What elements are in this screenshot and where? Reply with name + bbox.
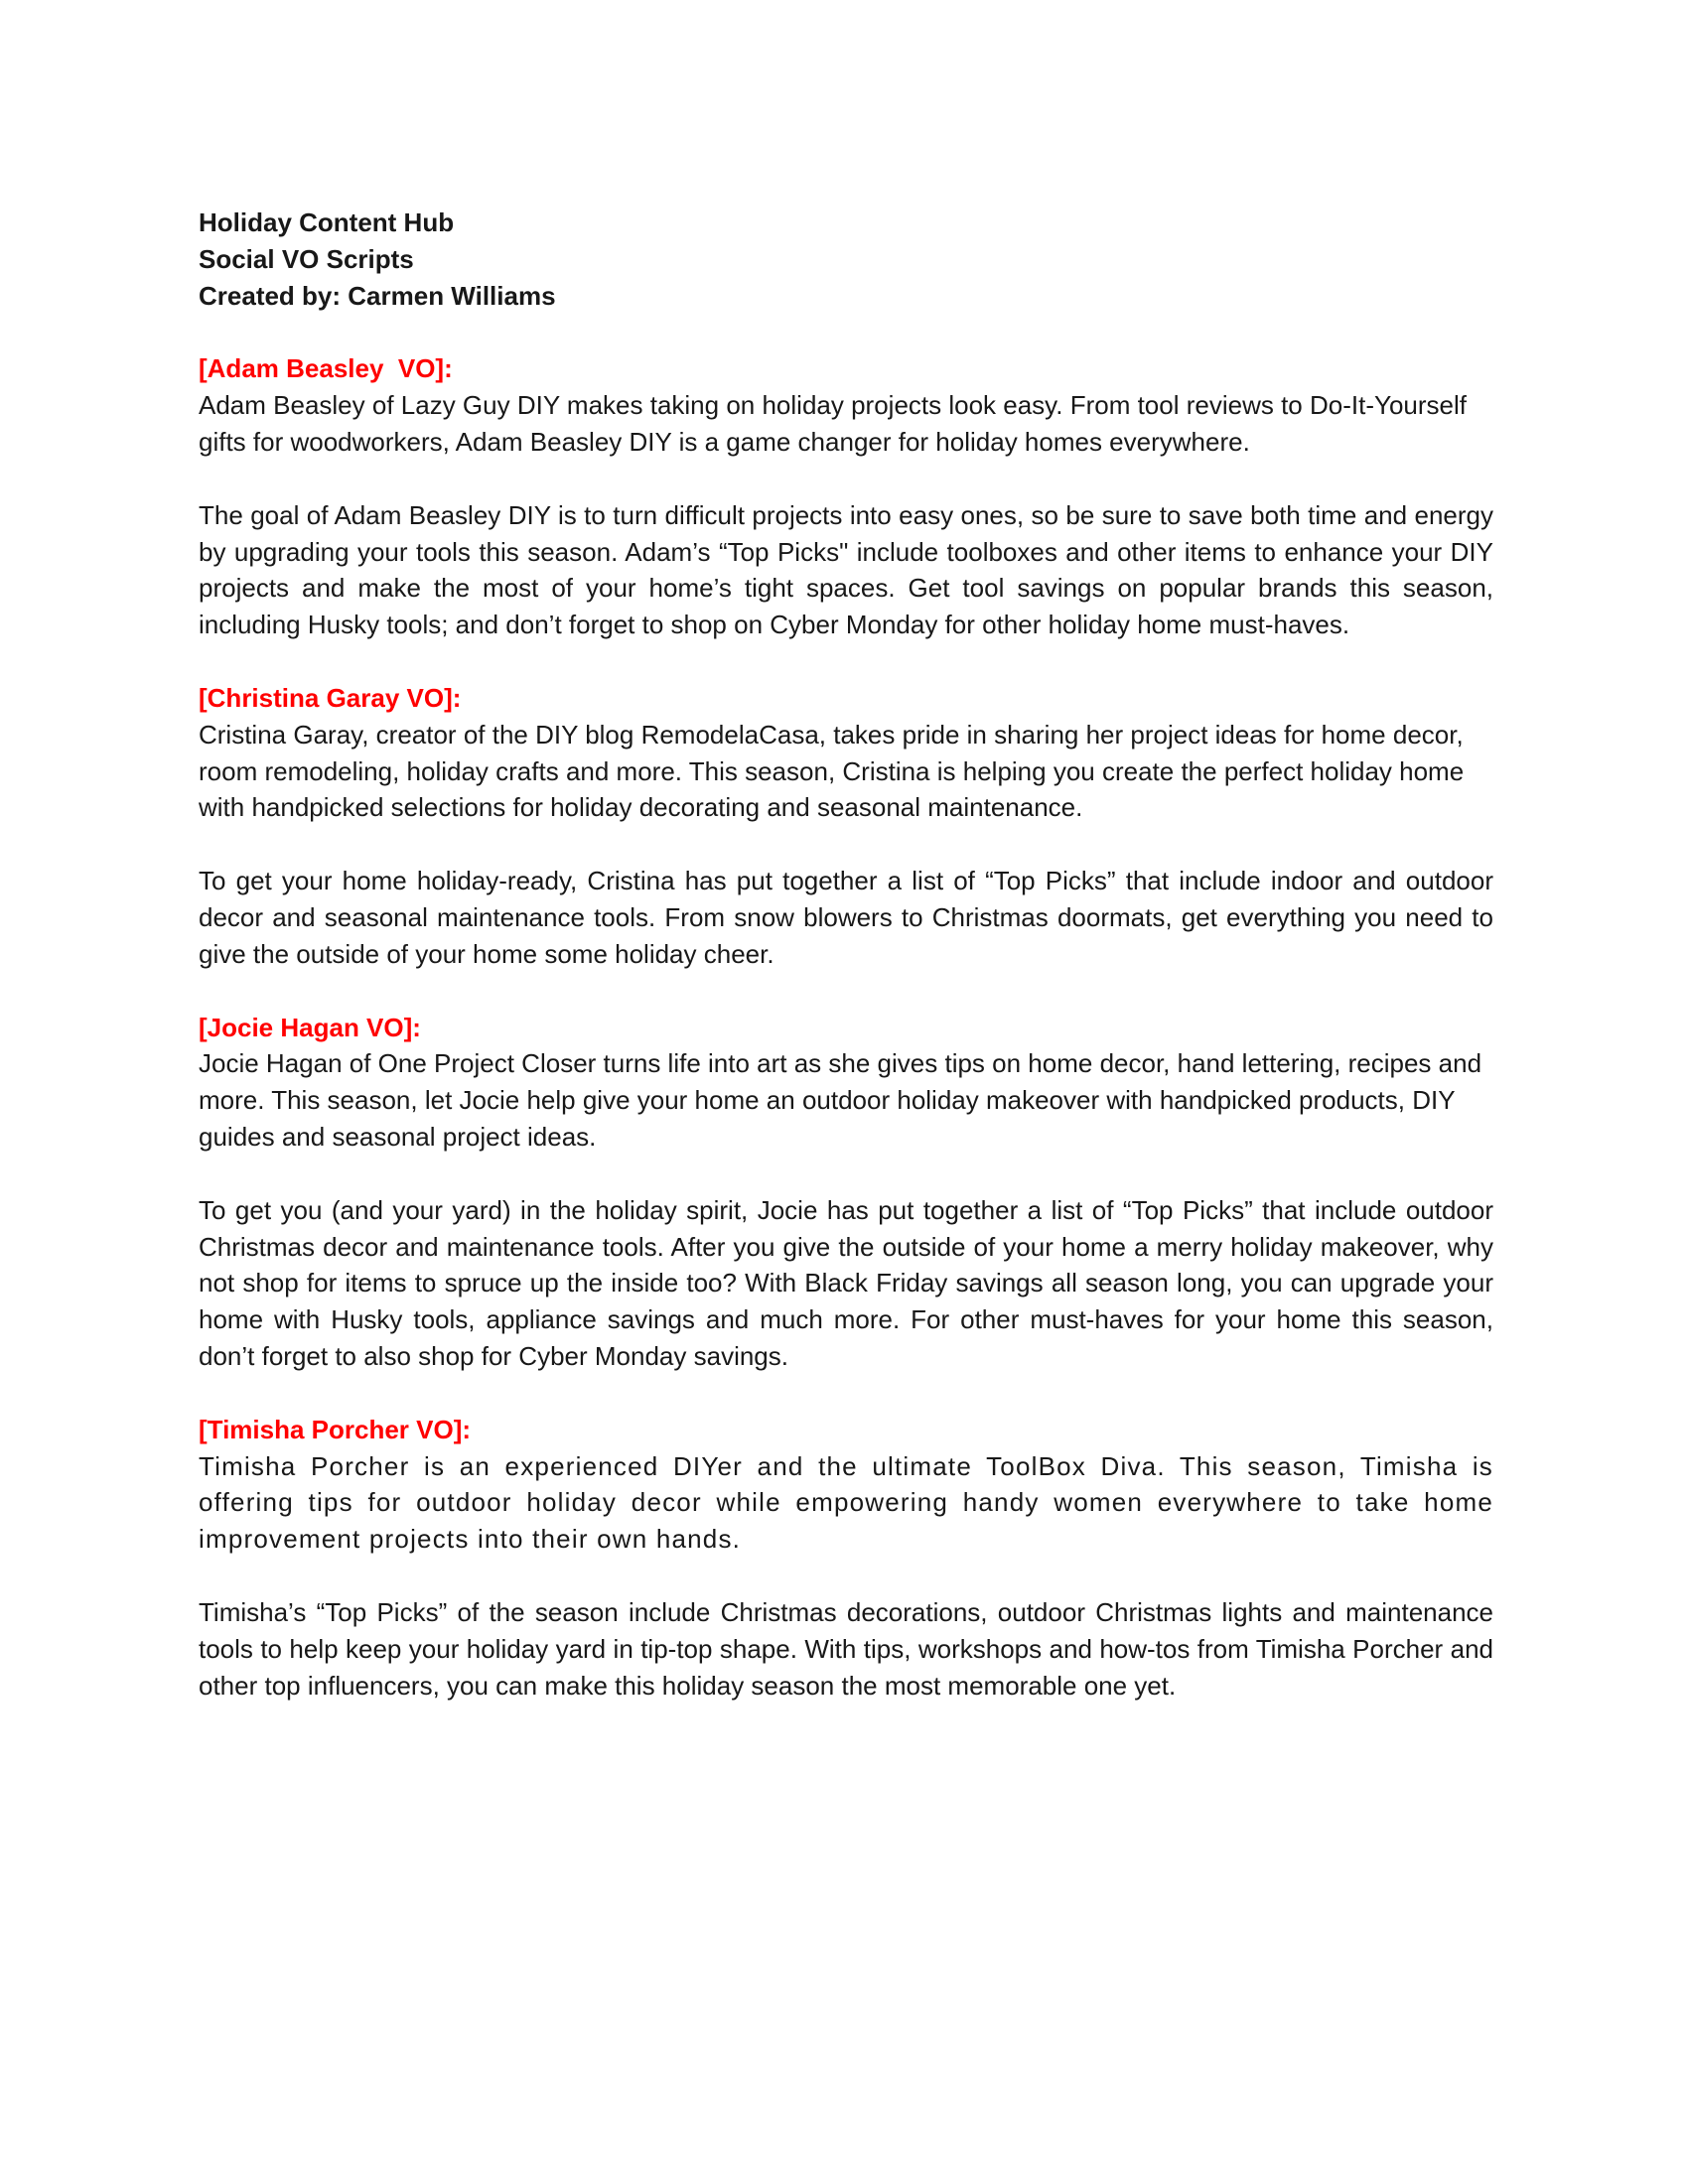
document-header (199, 205, 1493, 314)
section-heading-jocie-hagan: [Jocie Hagan VO]: (199, 1012, 421, 1042)
document-author-line: Created by: Carmen Williams (199, 280, 556, 311)
section-christina-garay (199, 680, 1493, 973)
paragraph: The goal of Adam Beasley DIY is to turn difficult projects into easy ones, so be sure to save both time and energy by upgrading your tools this season. Adam’s “Top Picks" include toolboxes and other items to enhance your DIY projects and make the most of your home’s tight spaces. Get tool savings on popular brands this season, including Husky tools; and don’t forget to shop on Cyber Monday for other holiday home must-haves. (199, 499, 1493, 640)
paragraph: Timisha’s “Top Picks” of the season include Christmas decorations, outdoor Christmas lights and maintenance tools to help keep your holiday yard in tip-top shape. With tips, workshops and how-tos from Timisha Porcher and other top influencers, you can make this holiday season the most memorable one yet. (199, 1596, 1493, 1701)
paragraph: Cristina Garay, creator of the DIY blog RemodelaCasa, takes pride in sharing her project ideas for home decor, room remodeling, holiday crafts and more. This season, Cristina is helping you create the perfect holiday home with handpicked selections for holiday decorating and seasonal maintenance. (199, 719, 1465, 823)
paragraph: To get your home holiday-ready, Cristina has put together a list of “Top Picks” that include indoor and outdoor decor and seasonal maintenance tools. From snow blowers to Christmas doormats, get everything you need to give the outside of your home some holiday cheer. (199, 866, 1493, 969)
document-title: Holiday Content Hub (199, 207, 455, 237)
section-adam-beasley (199, 350, 1493, 643)
section-jocie-hagan (199, 1010, 1493, 1375)
document-subtitle: Social VO Scripts (199, 243, 414, 274)
paragraph: Timisha Porcher is an experienced DIYer and the ultimate ToolBox Diva. This season, Timisha is offering tips for outdoor holiday decor while empowering handy women everywhere to take home improvement projects into their own hands. (199, 1450, 1493, 1555)
section-timisha-porcher (199, 1412, 1493, 1705)
section-heading-christina-garay: [Christina Garay VO]: (199, 682, 462, 713)
section-heading-timisha-porcher: [Timisha Porcher VO]: (199, 1414, 472, 1444)
paragraph: To get you (and your yard) in the holiday spirit, Jocie has put together a list of “Top Picks” that include outdoor Christmas decor and maintenance tools. After you give the outside of your home a merry holiday makeover, why not shop for items to spruce up the inside too? With Black Friday savings all season long, you can upgrade your home with Husky tools, appliance savings and much more. For other must-haves for your home this season, don’t forget to also shop for Cyber Monday savings. (199, 1194, 1493, 1371)
paragraph: Adam Beasley of Lazy Guy DIY makes taking on holiday projects look easy. From tool reviews to Do-It-Yourself gifts for woodworkers, Adam Beasley DIY is a game changer for holiday homes everywhere. (199, 390, 1467, 457)
section-heading-adam-beasley: [Adam Beasley VO]: (199, 353, 453, 384)
paragraph: Jocie Hagan of One Project Closer turns life into art as she gives tips on home decor, hand lettering, recipes and more. This season, let Jocie help give your home an outdoor holiday makeover with handpicked products, DIY guides and seasonal project ideas. (199, 1048, 1482, 1152)
